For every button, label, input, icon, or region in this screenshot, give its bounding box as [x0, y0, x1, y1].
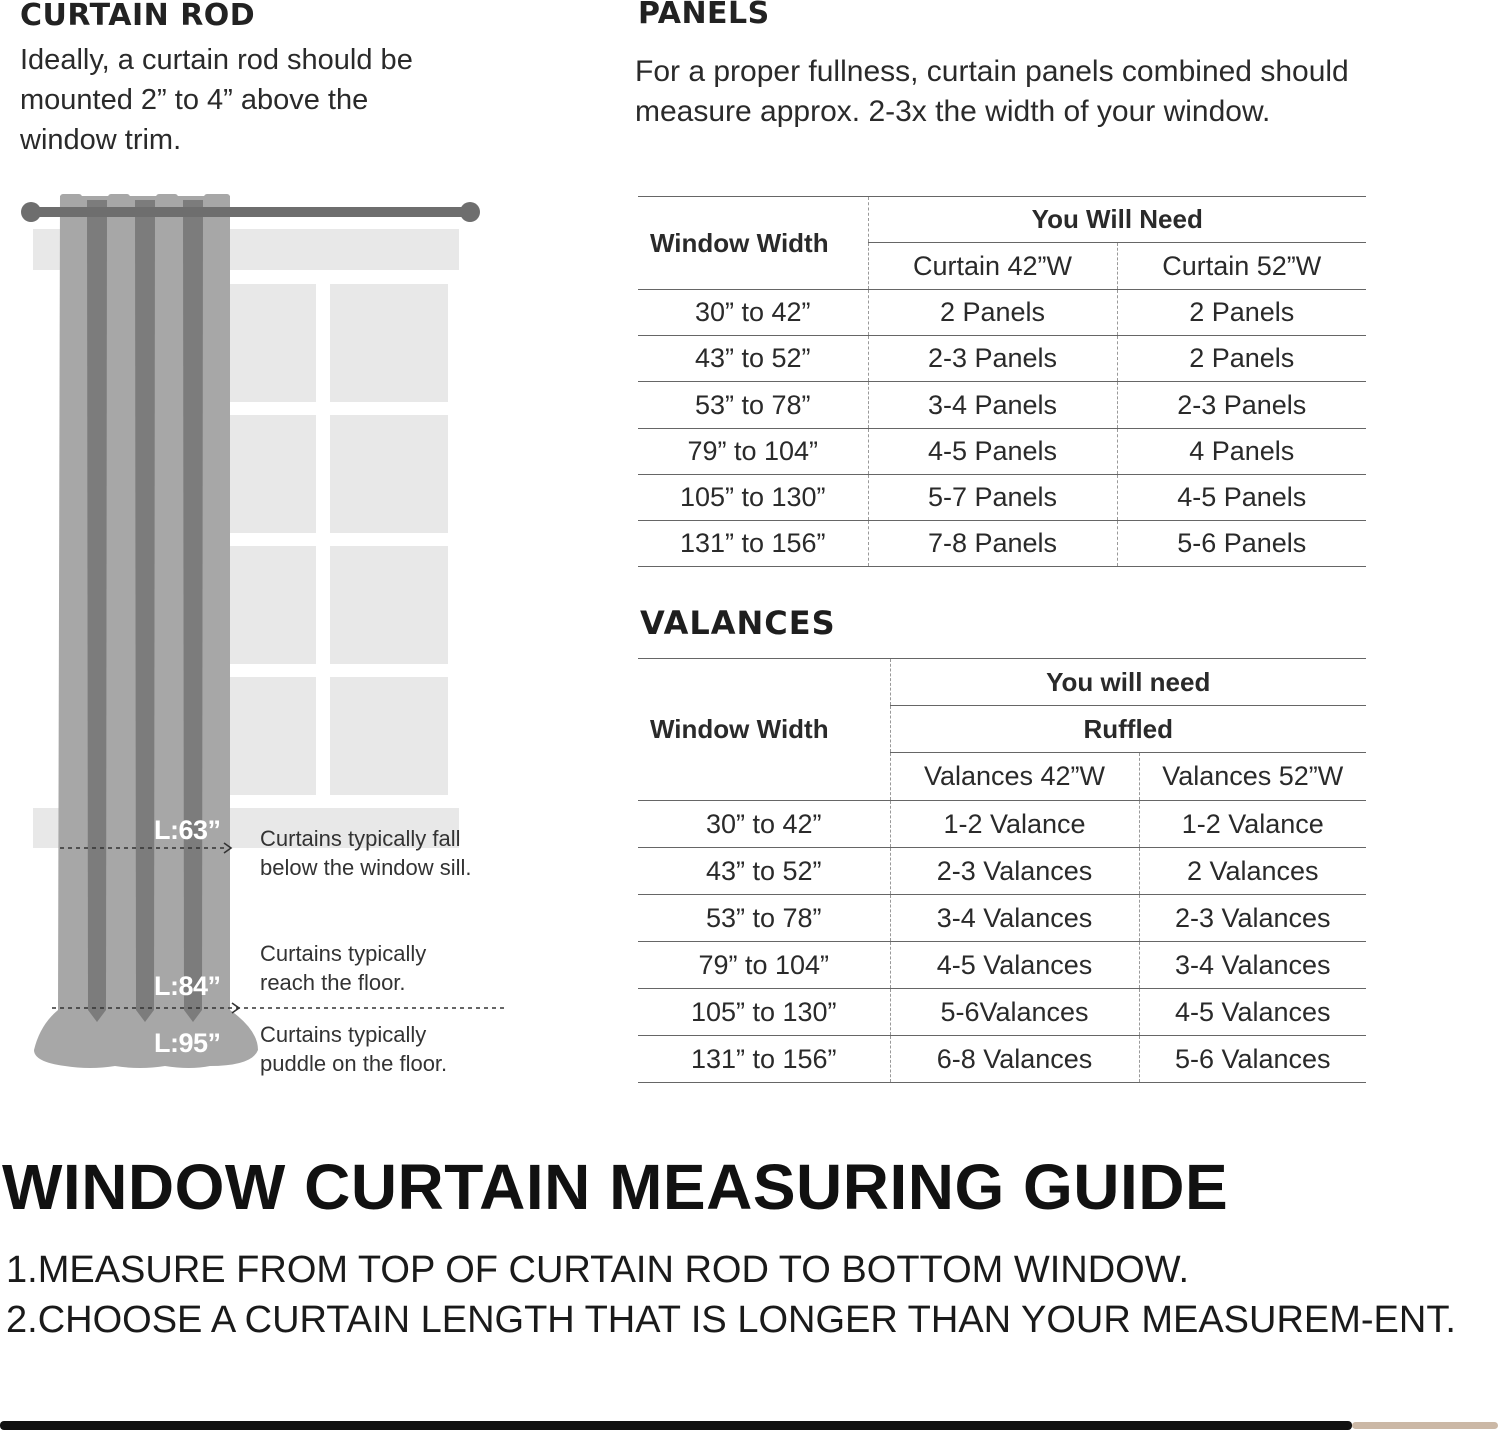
valances-table	[638, 658, 1366, 1083]
panels-description: For a proper fullness, curtain panels combined should measure approx. 2-3x the width of your window.	[635, 55, 1349, 128]
table-cell: 3-4 Valances	[890, 895, 1139, 942]
table-cell: 30” to 42”	[638, 290, 868, 336]
table-cell: 2-3 Panels	[1117, 382, 1366, 429]
measuring-step-2: 2.CHOOSE A CURTAIN LENGTH THAT IS LONGER THAN YOUR MEASUREM-ENT.	[6, 1299, 1456, 1341]
table-cell: 2 Panels	[1117, 336, 1366, 382]
table-cell: 43” to 52”	[638, 336, 868, 382]
table-cell: 43” to 52”	[638, 848, 890, 895]
panels-table	[638, 196, 1366, 567]
table-cell: 53” to 78”	[638, 895, 890, 942]
curtain-rod-description: Ideally, a curtain rod should be mounted 2” to 4” above the window trim.	[20, 44, 413, 156]
curtain-illustration	[0, 180, 560, 1100]
valances-group-header: You will need	[890, 659, 1366, 706]
table-cell: 53” to 78”	[638, 382, 868, 429]
table-cell: 79” to 104”	[638, 429, 868, 475]
table-cell: 1-2 Valance	[1139, 801, 1366, 848]
table-row	[638, 989, 1366, 1036]
note-fall-below-sill: Curtains typically fall below the window sill.	[260, 826, 472, 880]
window-panes	[230, 284, 448, 795]
table-cell: 5-7 Panels	[868, 475, 1117, 521]
table-cell: 4-5 Valances	[890, 942, 1139, 989]
table-cell: 5-6 Valances	[1139, 1036, 1366, 1083]
table-row	[638, 895, 1366, 942]
table-cell: 7-8 Panels	[868, 521, 1117, 567]
panels-group-header: You Will Need	[868, 197, 1366, 243]
table-cell: 4-5 Panels	[1117, 475, 1366, 521]
table-row	[638, 521, 1366, 567]
valances-heading: VALANCES	[640, 604, 836, 642]
table-cell: 131” to 156”	[638, 521, 868, 567]
length-label-84: L:84”	[154, 971, 221, 1001]
table-row	[638, 382, 1366, 429]
table-row	[638, 475, 1366, 521]
table-cell: 2-3 Valances	[890, 848, 1139, 895]
table-cell: 131” to 156”	[638, 1036, 890, 1083]
table-row	[638, 429, 1366, 475]
valances-sub-header-52: Valances 52”W	[1139, 753, 1366, 801]
table-cell: 2 Panels	[868, 290, 1117, 336]
table-cell: 6-8 Valances	[890, 1036, 1139, 1083]
table-row	[638, 336, 1366, 382]
table-row	[638, 290, 1366, 336]
valances-sub-header-42: Valances 42”W	[890, 753, 1139, 801]
table-row	[638, 1036, 1366, 1083]
panels-col-header: Window Width	[638, 197, 868, 290]
table-row	[638, 942, 1366, 989]
rod-finial-right	[460, 202, 480, 222]
table-cell: 3-4 Panels	[868, 382, 1117, 429]
valances-col-header: Window Width	[638, 659, 890, 801]
curtain-folds	[87, 200, 203, 1022]
panels-sub-header-52: Curtain 52”W	[1117, 243, 1366, 290]
table-cell: 5-6 Panels	[1117, 521, 1366, 567]
table-cell: 4 Panels	[1117, 429, 1366, 475]
length-label-95: L:95”	[154, 1028, 221, 1058]
note-reach-floor: Curtains typically reach the floor.	[260, 941, 427, 995]
valances-style-header: Ruffled	[890, 706, 1366, 753]
panels-sub-header-42: Curtain 42”W	[868, 243, 1117, 290]
curtain-rod-heading: CURTAIN ROD	[20, 0, 256, 33]
table-cell: 4-5 Valances	[1139, 989, 1366, 1036]
table-cell: 2 Panels	[1117, 290, 1366, 336]
table-cell: 79” to 104”	[638, 942, 890, 989]
table-cell: 2 Valances	[1139, 848, 1366, 895]
rod-finial-left	[21, 202, 41, 222]
bottom-bar-dark	[0, 1421, 1352, 1430]
table-cell: 30” to 42”	[638, 801, 890, 848]
table-cell: 105” to 130”	[638, 989, 890, 1036]
table-cell: 4-5 Panels	[868, 429, 1117, 475]
measuring-steps	[6, 1245, 1486, 1345]
note-puddle-floor: Curtains typically puddle on the floor.	[260, 1022, 448, 1076]
table-cell: 3-4 Valances	[1139, 942, 1366, 989]
table-cell: 105” to 130”	[638, 475, 868, 521]
measuring-step-1: 1.MEASURE FROM TOP OF CURTAIN ROD TO BOTTOM WINDOW.	[6, 1249, 1190, 1291]
bottom-bar-light	[1352, 1422, 1498, 1429]
panels-heading: PANELS	[638, 0, 770, 31]
table-cell: 2-3 Valances	[1139, 895, 1366, 942]
table-row	[638, 848, 1366, 895]
measuring-guide-title: WINDOW CURTAIN MEASURING GUIDE	[2, 1151, 1229, 1223]
length-label-63: L:63”	[154, 815, 221, 845]
table-row	[638, 801, 1366, 848]
table-cell: 2-3 Panels	[868, 336, 1117, 382]
table-cell: 1-2 Valance	[890, 801, 1139, 848]
table-cell: 5-6Valances	[890, 989, 1139, 1036]
